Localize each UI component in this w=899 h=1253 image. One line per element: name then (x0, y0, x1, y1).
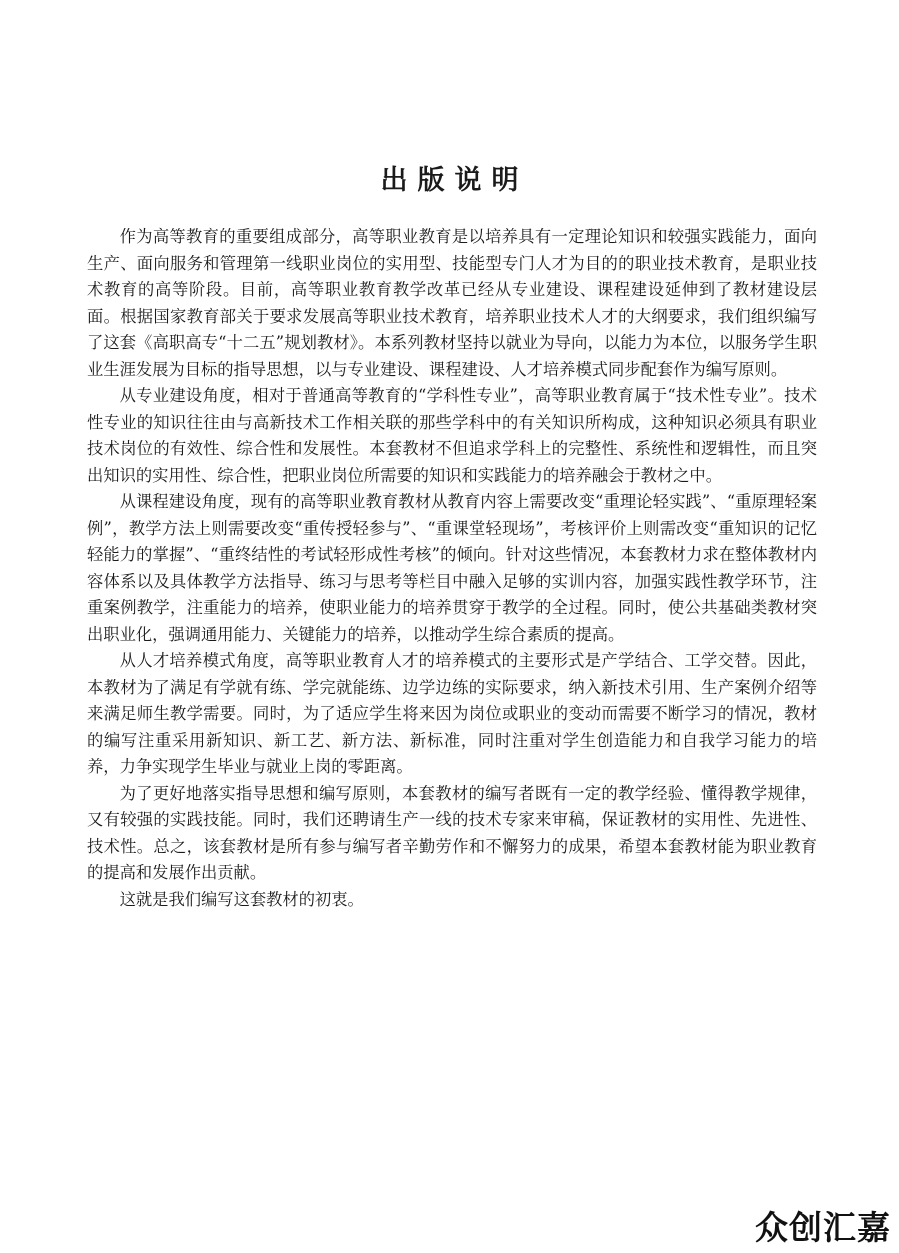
paragraph-curriculum: 从课程建设角度，现有的高等职业教育教材从教育内容上需要改变“重理论轻实践”、“重原理轻案例”，教学方法上则需要改变“重传授轻参与”、“重课堂轻现场”，考核评价上则需改变“重知识的记忆轻能力的掌握”、“重终结性的考试轻形成性考核”的倾向。针对这些情况，本套教材力求在整体教材内容体系以及具体教学方法指导、练习与思考等栏目中融入足够的实训内容，加强实践性教学环节，注重案例教学，注重能力的培养，使职业能力的培养贯穿于教学的全过程。同时，使公共基础类教材突出职业化，强调通用能力、关键能力的培养，以推动学生综合素质的提高。 (87, 492, 817, 644)
watermark-logo: 众创汇嘉 (755, 1208, 891, 1247)
paragraph-closing: 这就是我们编写这套教材的初衷。 (119, 889, 364, 909)
paragraph-authors: 为了更好地落实指导思想和编写原则，本套教材的编写者既有一定的教学经验、懂得教学规律，又有较强的实践技能。同时，我们还聘请生产一线的技术专家来审稿，保证教材的实用性、先进性、技术性。总之，该套教材是所有参与编写者辛勤劳作和不懈努力的成果，希望本套教材能为职业教育的提高和发展作出贡献。 (87, 783, 817, 882)
document-body (87, 224, 817, 913)
paragraph-training-mode: 从人才培养模式角度，高等职业教育人才的培养模式的主要形式是产学结合、工学交替。因此，本教材为了满足有学就有练、学完就能练、边学边练的实际要求，纳入新技术引用、生产案例介绍等来满足师生教学需要。同时，为了适应学生将来因为岗位或职业的变动而需要不断学习的情况，教材的编写注重采用新知识、新工艺、新方法、新标准，同时注重对学生创造能力和自我学习能力的培养，力争实现学生毕业与就业上岗的零距离。 (87, 651, 817, 776)
paragraph-specialty: 从专业建设角度，相对于普通高等教育的“学科性专业”，高等职业教育属于“技术性专业”。技术性专业的知识往往由与高新技术工作相关联的那些学科中的有关知识所构成，这种知识必须具有职业技术岗位的有效性、综合性和发展性。本套教材不但追求学科上的完整性、系统性和逻辑性，而且突出知识的实用性、综合性，把职业岗位所需要的知识和实践能力的培养融会于教材之中。 (87, 386, 817, 485)
page-title: 出版说明 (380, 165, 529, 196)
paragraph-intro: 作为高等教育的重要组成部分，高等职业教育是以培养具有一定理论知识和较强实践能力，面向生产、面向服务和管理第一线职业岗位的实用型、技能型专门人才为目的的职业技术教育，是职业技术教育的高等阶段。目前，高等职业教育教学改革已经从专业建设、课程建设延伸到了教材建设层面。根据国家教育部关于要求发展高等职业技术教育，培养职业技术人才的大纲要求，我们组织编写了这套《高职高专“十二五”规划教材》。本系列教材坚持以就业为导向，以能力为本位，以服务学生职业生涯发展为目标的指导思想，以与专业建设、课程建设、人才培养模式同步配套作为编写原则。 (87, 227, 817, 379)
